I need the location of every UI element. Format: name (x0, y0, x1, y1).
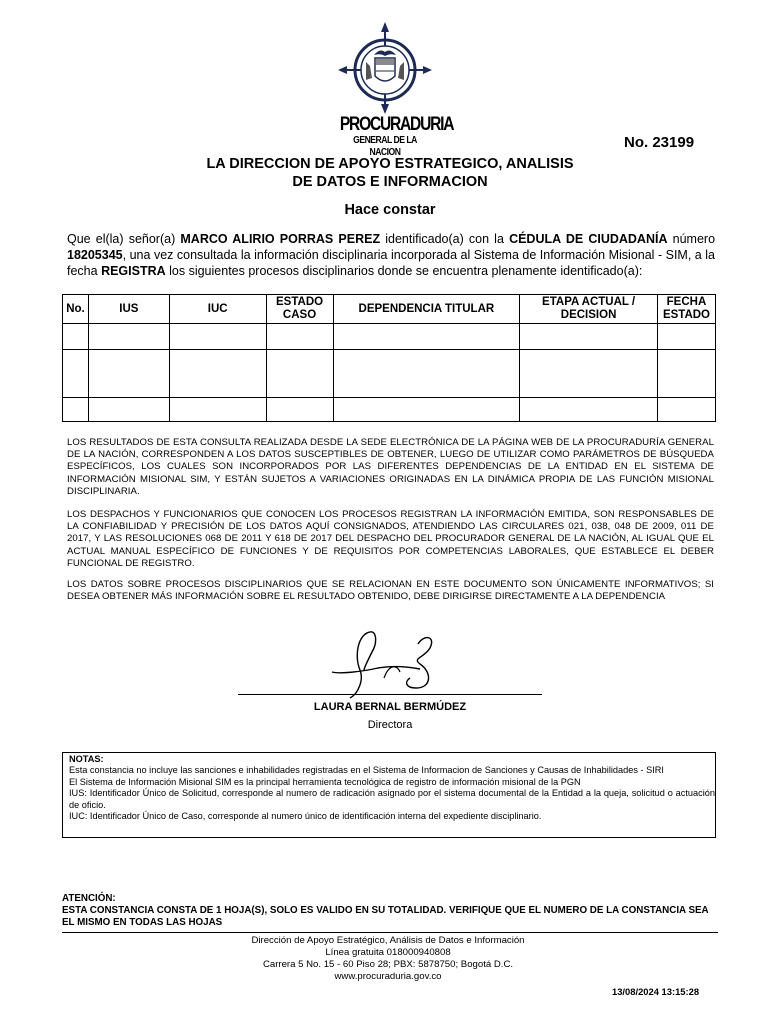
intro-text: número (667, 232, 716, 246)
registra-status: REGISTRA (101, 264, 166, 278)
emblem-icon (330, 22, 440, 114)
procuraduria-logo (330, 22, 454, 158)
disclaimer-paragraph-1: LOS RESULTADOS DE ESTA CONSULTA REALIZADA DESDE LA SEDE ELECTRÓNICA DE LA PÁGINA WEB DE LA PROCURADURÍA GENERAL DE LA NACIÓN, CORRESPONDEN A LOS DATOS SUSCEPTIBLES DE OBTENER, LUEGO DE UTILIZAR COMO PARÁMETROS DE BÚSQUEDA ESPECÍFICOS, LOS CUALES SON INCORPORADOS POR LAS DIFERENTES DEPENDENCIAS DE LA ENTIDAD EN EL SISTEMA DE INFORMACIÓN MISIONAL SIM, Y ESTÁN SUJETOS A VARIACIONES ORIGINADAS EN LA DINÁMICA PROPIA DE LAS FUNCIÓN MISIONAL DISCIPLINARIA. (67, 437, 714, 497)
header-estado-caso: ESTADO CASO (266, 295, 333, 324)
disclaimer-paragraph-3: LOS DATOS SOBRE PROCESOS DISCIPLINARIOS QUE SE RELACIONAN EN ESTE DOCUMENTO SON ÚNICAMENTE INFORMATIVOS; SI DESEA OBTENER MÁS INFORMACIÓN SOBRE EL RESULTADO OBTENIDO, DEBE DIRIGIRSE DIRECTAMENTE A LA DEPENDENCIA (67, 579, 714, 603)
attention-block (62, 893, 722, 928)
logo-wordmark: PROCURADURIA (339, 114, 454, 135)
intro-text: los siguientes procesos disciplinarios donde se encuentra plenamente identificado(a): (165, 264, 643, 278)
header-etapa: ETAPA ACTUAL / DECISION (520, 295, 658, 324)
signer-role: Directora (367, 719, 413, 731)
disclaimer-paragraph-2: LOS DESPACHOS Y FUNCIONARIOS QUE CONOCEN LOS PROCESOS REGISTRAN LA INFORMACIÓN EMITIDA, SON RESPONSABLES DE LA CONFIABILIDAD Y PRECISIÓN DE LOS DATOS AQUÍ CONSIGNADOS, ATENDIENDO LAS CIRCULARES 021, 038, 048 DE 2009, 011 DE 2017, Y LAS RESOLUCIONES 068 DE 2011 Y 618 DE 2017 DEL DESPACHO DEL PROCURADOR GENERAL DE LA NACIÓN, AL IGUAL QUE EL ACTUAL MANUAL ESPECÍFICO DE FUNCIONES Y DE REQUISITOS POR COMPETENCIAS LABORALES, QUE ESTABLECE EL DEBER FUNCIONAL DE REGISTRO. (67, 509, 714, 569)
attention-header: ATENCIÓN: (62, 893, 116, 904)
header-fecha-estado: FECHA ESTADO (657, 295, 715, 324)
title-line-1: LA DIRECCION DE APOYO ESTRATEGICO, ANALISIS (206, 156, 574, 172)
intro-text: , una vez consultada la información disciplinaria incorporada al Sistema de Información Misional - SIM, a la fecha (67, 248, 715, 278)
processes-table (62, 294, 716, 422)
handwritten-signature (320, 622, 450, 702)
table-row (63, 324, 716, 350)
table-row (63, 350, 716, 398)
footer-line-3: Carrera 5 No. 15 - 60 Piso 28; PBX: 5878750; Bogotá D.C. (262, 959, 514, 970)
header-no: No. (63, 295, 89, 324)
header-iuc: IUC (169, 295, 266, 324)
intro-paragraph (67, 231, 715, 279)
person-name: MARCO ALIRIO PORRAS PEREZ (180, 232, 381, 246)
signer-name: LAURA BERNAL BERMÚDEZ (313, 701, 467, 713)
footer-website-link[interactable]: www.procuraduria.gov.co (334, 971, 442, 982)
header-dependencia: DEPENDENCIA TITULAR (333, 295, 520, 324)
signature-line (238, 694, 542, 695)
document-number: No. 23199 (624, 134, 695, 151)
notes-header: NOTAS: (69, 754, 104, 764)
notes-box (62, 752, 716, 838)
table-header-row (63, 295, 716, 324)
intro-text: Que el(la) señor(a) (67, 232, 181, 246)
logo-subwordmark: GENERAL DE LA NACION (353, 134, 417, 158)
footer-line-1: Dirección de Apoyo Estratégico, Análisis de Datos e Información (251, 935, 525, 946)
table-row (63, 398, 716, 422)
footer-line-2: Línea gratuita 018000940808 (325, 947, 451, 958)
note-item: IUS: Identificador Único de Solicitud, corresponde al numero de radicación asignado por el sistema documental de la Entidad a la queja, solicitud o actuación de oficio. (69, 788, 715, 810)
title-line-2: DE DATOS E INFORMACION (292, 174, 488, 190)
note-item: IUC: Identificador Único de Caso, corresponde al numero único de identificación interna del expediente disciplinario. (69, 811, 542, 822)
header-ius: IUS (88, 295, 169, 324)
attention-text: ESTA CONSTANCIA CONSTA DE 1 HOJA(S), SOLO ES VALIDO EN SU TOTALIDAD. VERIFIQUE QUE EL NUMERO DE LA CONSTANCIA SEA EL MISMO EN TODAS LAS HOJAS (62, 904, 709, 928)
timestamp: 13/08/2024 13:15:28 (612, 986, 700, 997)
document-type: CÉDULA DE CIUDADANÍA (509, 232, 668, 246)
note-item: El Sistema de Información Misional SIM es la principal herramienta tecnológica de registro de información misional de la PGN (69, 776, 581, 787)
note-item: Esta constancia no incluye las sanciones e inhabilidades registradas en el Sistema de Informacion de Sanciones y Causas de Inhabilidades - SIRI (69, 765, 664, 776)
footer-divider (62, 932, 718, 933)
document-id: 18205345 (67, 248, 123, 262)
intro-text: identificado(a) con la (380, 232, 510, 246)
subtitle: Hace constar (344, 202, 436, 218)
